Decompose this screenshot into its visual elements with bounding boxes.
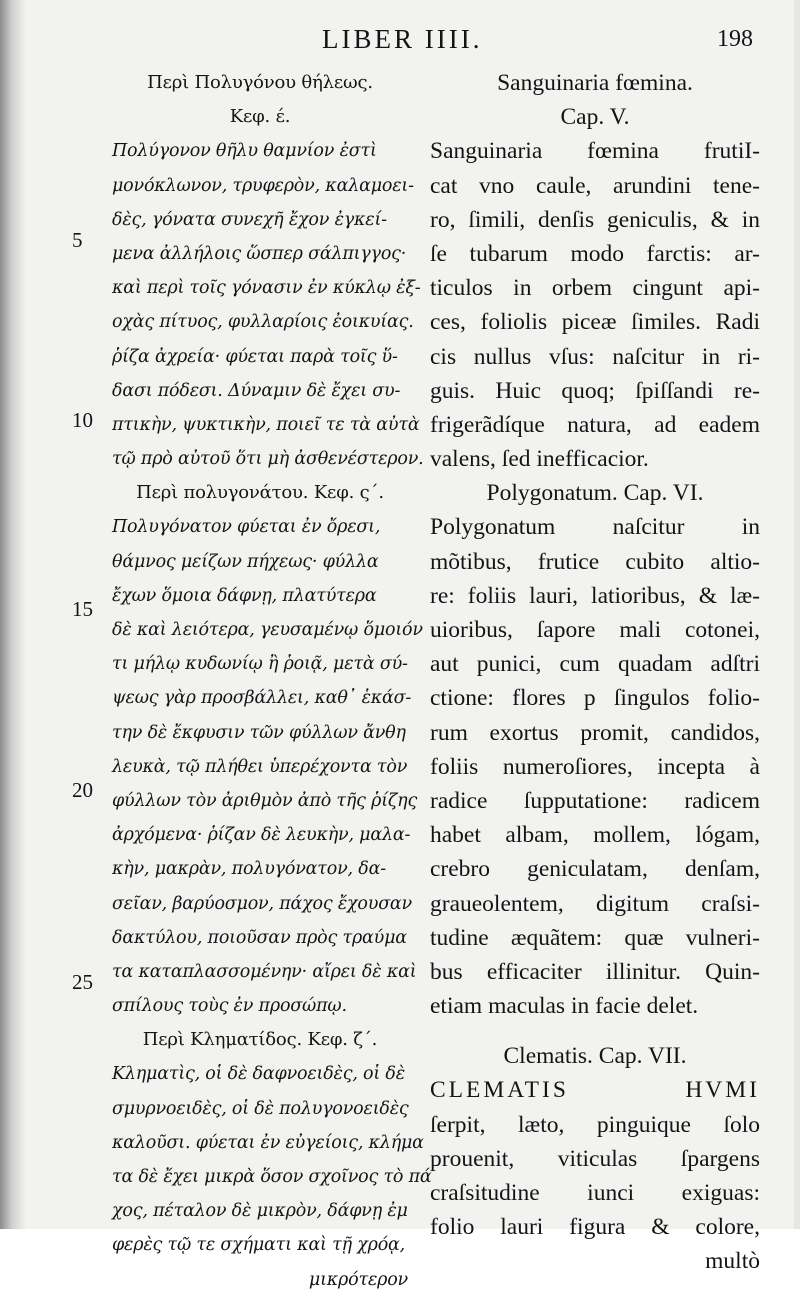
text-line: σμυρνοειδὲς, οἱ δὲ πολυγονοειδὲς <box>112 1098 409 1119</box>
line-number-20: 20 <box>72 778 93 802</box>
text-line: ticulos in orbem cingunt api- <box>430 275 760 302</box>
text-line: μονόκλωνον, τρυφερὸν, καλαμοει- <box>112 175 414 196</box>
text-line: μικρότερον <box>308 1269 408 1290</box>
text-line: uioribus, ſapore mali cotonei, <box>430 617 760 643</box>
text-line: τα δὲ ἔχει μικρὰ ὅσον σχοῖνος τὸ πά <box>112 1167 432 1187</box>
greek-text-column <box>112 66 432 1297</box>
text-line: prouenit, viticulas ſpargens <box>430 1145 760 1172</box>
text-line: graueolentem, digitum craſsi- <box>430 890 760 917</box>
text-line: ro, ſimili, denſis geniculis, & in <box>430 206 760 233</box>
page-edge <box>794 0 800 1229</box>
line-number-15: 15 <box>72 597 93 621</box>
chapter-heading: Cap. V. <box>560 104 630 131</box>
text-line: tudine æquãtem: quæ vulneri- <box>430 924 760 951</box>
text-line: φερὲς τῷ τε σχήματι καὶ τῇ χρόᾳ, <box>112 1235 406 1256</box>
text-line: craſsitudine iunci exiguas: <box>430 1180 760 1206</box>
text-line: folio lauri figura & colore, <box>430 1214 760 1241</box>
paragraph-gap <box>430 1023 760 1039</box>
line-number-25: 25 <box>72 970 93 994</box>
text-line: guis. Huic quoq; ſpiſſandi re- <box>430 377 760 404</box>
page-binding-shadow <box>0 0 26 1229</box>
chapter-heading: Κεφ. έ. <box>229 106 291 128</box>
text-line: καὶ περὶ τοῖς γόνασιν ἐν κύκλῳ ἐξ- <box>112 278 421 299</box>
text-line: ῥίζα ἀχρεία· φύεται παρὰ τοῖς ὕ- <box>112 346 398 367</box>
text-line: καλοῦσι. φύεται ἐν εὐγείοις, κλήμα <box>112 1132 424 1153</box>
text-line: rum exortus promit, candidos, <box>430 719 760 746</box>
text-line: την δὲ ἔκφυσιν τῶν φύλλων ἄνθη <box>112 722 406 743</box>
text-line: radice ſupputatione: radicem <box>430 787 760 814</box>
text-line: φύλλων τὸν ἀριθμὸν ἀπὸ τῆς ῥίζης <box>112 790 418 811</box>
text-line: ἔχων ὅμοια δάφνῃ, πλατύτερα <box>112 585 377 606</box>
text-line: crebro geniculatam, denſam, <box>430 856 760 883</box>
running-header: LIBER IIII. <box>322 24 483 54</box>
text-line: ctione: flores p ſingulos folio- <box>430 685 760 712</box>
chapter-heading: Polygonatum. Cap. VI. <box>486 480 704 507</box>
text-line: δασι πόδεσι. Δύναμιν δὲ ἔχει συ- <box>112 380 401 401</box>
text-line: δὲ καὶ λειότερα, γευσαμένῳ ὅμοιόν <box>112 620 423 640</box>
latin-text-column <box>430 66 760 1279</box>
text-line: frigerãdíque natura, ad eadem <box>430 411 760 438</box>
text-line: ces, foliolis piceæ ſimiles. Radi <box>430 309 760 336</box>
text-line: χος, πέταλον δὲ μικρὸν, δάφνῃ ἐμ <box>112 1201 408 1222</box>
text-line: Πολυγόνατον φύεται ἐν ὄρεσι, <box>112 517 381 538</box>
line-number-10: 10 <box>72 408 93 432</box>
text-line: Sanguinaria fœmina frutiI- <box>430 138 760 165</box>
chapter-heading: Περὶ Κληματίδος. Κεφ. ζ΄. <box>142 1029 378 1051</box>
text-line: CLEMATIS HVMI <box>430 1077 760 1104</box>
text-line: valens, ſed inefficacior. <box>430 446 649 473</box>
text-line: τι μήλῳ κυδωνίῳ ἢ ῥοιᾷ, μετὰ σύ- <box>112 654 408 675</box>
text-line: Κληματὶς, οἱ δὲ δαφνοειδὲς, οἱ δὲ <box>112 1064 405 1085</box>
text-line: δακτύλου, ποιοῦσαν πρὸς τραύμα <box>112 927 407 948</box>
text-line: ψεως γὰρ προσβάλλει, καθ᾽ ἑκάσ- <box>112 688 412 709</box>
page-number: 198 <box>717 26 753 52</box>
text-line: foliis numeroſiores, incepta à <box>430 753 760 780</box>
text-line: κὴν, μακρὰν, πολυγόνατον, δα- <box>112 859 386 880</box>
line-number-5: 5 <box>72 228 83 252</box>
text-line: etiam maculas in facie delet. <box>430 993 699 1020</box>
chapter-heading: Περὶ Πολυγόνου θήλεως. <box>147 72 373 93</box>
text-line: Πολύγονον θῆλυ θαμνίον ἐστὶ <box>112 141 377 162</box>
text-line: habet albam, mollem, lógam, <box>430 822 760 849</box>
text-line: multò <box>705 1248 760 1275</box>
text-line: aut punici, cum quadam adſtri <box>430 651 760 678</box>
text-line: re: foliis lauri, latioribus, & læ- <box>430 582 760 609</box>
text-line: μενα ἀλλήλοις ὥσπερ σάλπιγγος· <box>112 243 407 264</box>
text-line: λευκὰ, τῷ πλήθει ὑπερέχοντα τὸν <box>112 756 408 777</box>
chapter-heading: Περὶ πολυγονάτου. Κεφ. ς΄. <box>136 482 384 504</box>
text-line: δὲς, γόνατα συνεχῆ ἔχον ἐγκεί- <box>112 209 387 230</box>
chapter-heading: Clematis. Cap. VII. <box>503 1043 687 1070</box>
text-line: bus efficaciter illinitur. Quin- <box>430 958 760 985</box>
text-line: mõtibus, frutice cubito altio- <box>430 548 760 575</box>
text-line: cis nullus vſus: naſcitur in ri- <box>430 343 760 370</box>
text-line: ἀρχόμενα· ῥίζαν δὲ λευκὴν, μαλα- <box>112 825 411 846</box>
text-line: σπίλους τοὺς ἐν προσώπῳ. <box>112 996 347 1017</box>
text-line: τῷ πρὸ αὐτοῦ ὅτι μὴ ἀσθενέστερον. <box>112 449 424 470</box>
text-line: πτικὴν, ψυκτικὴν, ποιεῖ τε τὰ αὐτὰ <box>112 414 420 435</box>
text-line: ſerpit, læto, pinguique ſolo <box>430 1111 760 1138</box>
text-line: οχὰς πίτυος, φυλλαρίοις ἐοικυίας. <box>112 312 414 333</box>
text-line: ſe tubarum modo farctis: ar- <box>430 240 760 267</box>
text-line: θάμνος μείζων πήχεως· φύλλα <box>112 551 379 572</box>
text-line: σεῖαν, βαρύοσμον, πάχος ἔχουσαν <box>112 893 412 914</box>
text-line: τα καταπλασσομένην· αἴρει δὲ καὶ <box>112 961 417 982</box>
text-line: Polygonatum naſcitur in <box>430 514 760 541</box>
text-line: cat vno caule, arundini tene- <box>430 172 760 199</box>
chapter-heading: Sanguinaria fœmina. <box>497 70 693 96</box>
